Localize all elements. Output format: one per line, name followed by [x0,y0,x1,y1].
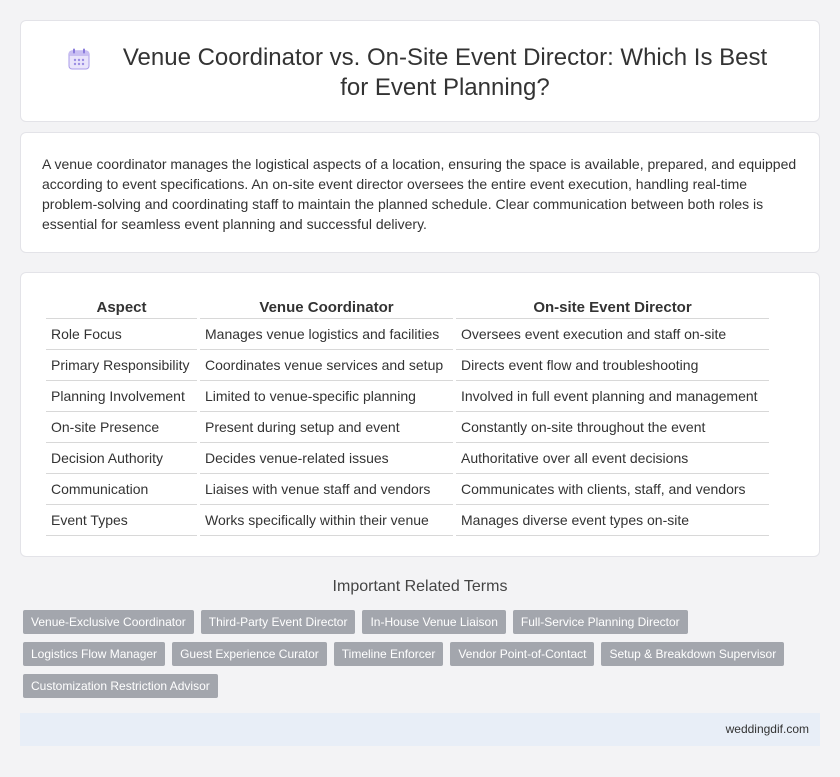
related-term-tag[interactable]: Vendor Point-of-Contact [450,642,594,666]
footer [20,713,820,746]
intro-card [20,132,820,253]
title-card [20,20,820,122]
table-cell: On-site Presence [46,412,197,443]
related-term-tag[interactable]: Logistics Flow Manager [23,642,165,666]
related-terms-heading: Important Related Terms [332,578,508,595]
related-term-tag[interactable]: Customization Restriction Advisor [23,674,218,698]
table-cell: Present during setup and event [200,412,453,443]
intro-paragraph: A venue coordinator manages the logistical aspects of a location, ensuring the space is available, prepared, and equipped according to event specifications. An on-site event director oversees the entire event execution, handling real-time problem-solving and coordinating staff to maintain the planned schedule. Clear communication between both roles is essential for seamless event planning and successful delivery. [42,156,797,232]
table-cell: Limited to venue-specific planning [200,381,453,412]
table-row [46,412,769,443]
table-cell: Involved in full event planning and management [456,381,769,412]
table-cell: Constantly on-site throughout the event [456,412,769,443]
related-term-tag[interactable]: In-House Venue Liaison [362,610,505,634]
related-term-tag[interactable]: Setup & Breakdown Supervisor [601,642,784,666]
related-term-tag[interactable]: Full-Service Planning Director [513,610,688,634]
table-row [46,319,769,350]
related-term-tag[interactable]: Guest Experience Curator [172,642,327,666]
table-cell: Decides venue-related issues [200,443,453,474]
table-cell: Oversees event execution and staff on-site [456,319,769,350]
table-cell: Works specifically within their venue [200,505,453,536]
table-header-row [46,295,769,319]
table-cell: Role Focus [46,319,197,350]
table-row [46,505,769,536]
related-term-tag[interactable]: Timeline Enforcer [334,642,444,666]
comparison-card [20,272,820,557]
table-cell: Decision Authority [46,443,197,474]
table-cell: Directs event flow and troubleshooting [456,350,769,381]
header-onsite-event-director: On-site Event Director [456,295,769,319]
table-cell: Authoritative over all event decisions [456,443,769,474]
header-aspect: Aspect [46,295,197,319]
table-row [46,350,769,381]
table-cell: Manages venue logistics and facilities [200,319,453,350]
table-cell: Planning Involvement [46,381,197,412]
related-term-tag[interactable]: Third-Party Event Director [201,610,356,634]
table-cell: Liaises with venue staff and vendors [200,474,453,505]
table-cell: Primary Responsibility [46,350,197,381]
table-cell: Communicates with clients, staff, and vendors [456,474,769,505]
related-terms-list [23,610,813,698]
table-cell: Event Types [46,505,197,536]
table-cell: Manages diverse event types on-site [456,505,769,536]
table-row [46,474,769,505]
table-cell: Communication [46,474,197,505]
table-row [46,443,769,474]
header-venue-coordinator: Venue Coordinator [200,295,453,319]
page-title: Venue Coordinator vs. On-Site Event Director: Which Is Best for Event Planning? [122,44,768,101]
footer-site-link[interactable]: weddingdif.com [725,722,809,736]
related-term-tag[interactable]: Venue-Exclusive Coordinator [23,610,194,634]
table-row [46,381,769,412]
comparison-table [43,295,772,536]
table-cell: Coordinates venue services and setup [200,350,453,381]
